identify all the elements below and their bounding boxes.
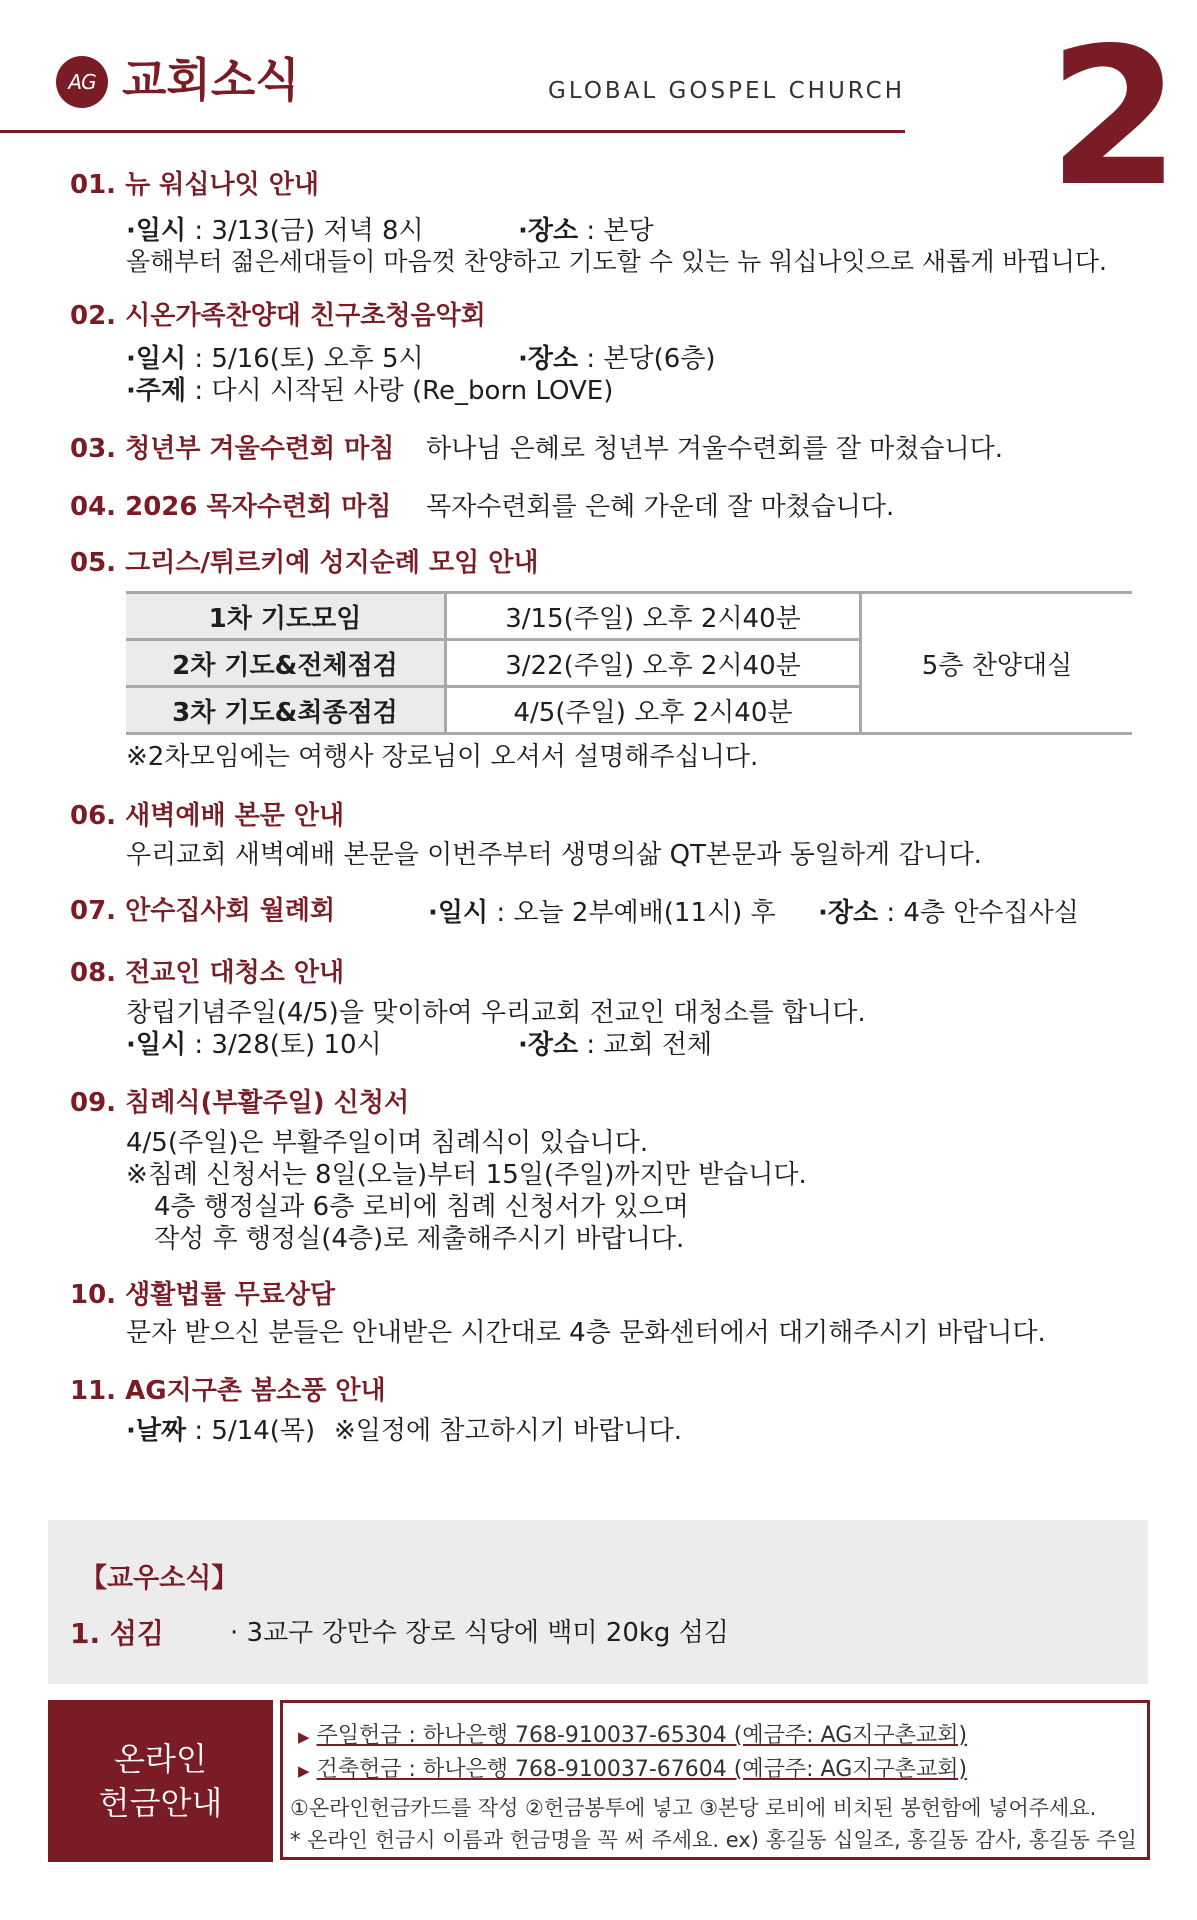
item-02-title: 02. 시온가족찬양대 친구초청음악회	[70, 301, 486, 331]
member-news-heading: 【교우소식】	[80, 1563, 239, 1594]
item-01-place: ·장소 : 본당	[518, 216, 654, 246]
item-09-line: 작성 후 행정실(4층)로 제출해주시기 바랍니다.	[154, 1224, 685, 1254]
church-logo: AG	[56, 56, 108, 108]
item-07-place: ·장소 : 4층 안수집사실	[818, 898, 1079, 928]
item-11-note: ※일정에 참고하시기 바랍니다.	[334, 1416, 682, 1446]
item-08-title: 08. 전교인 대청소 안내	[70, 958, 345, 988]
schedule-location: 5층 찬양대실	[861, 593, 1133, 734]
triangle-icon: ▶	[298, 1762, 310, 1780]
online-offering-label: 온라인 헌금안내	[48, 1700, 273, 1862]
item-06-title: 06. 새벽예배 본문 안내	[70, 801, 345, 831]
item-03-text: 하나님 은혜로 청년부 겨울수련회를 잘 마쳤습니다.	[426, 434, 1004, 464]
item-02-place: ·장소 : 본당(6층)	[518, 344, 716, 374]
item-09-line: 4층 행정실과 6층 로비에 침례 신청서가 있으며	[154, 1192, 689, 1222]
item-09-line: 4/5(주일)은 부활주일이며 침례식이 있습니다.	[126, 1128, 649, 1158]
item-06-text: 우리교회 새벽예배 본문을 이번주부터 생명의삶 QT본문과 동일하게 갑니다.	[126, 840, 982, 870]
item-10-title: 10. 생활법률 무료상담	[70, 1280, 336, 1310]
item-05-title: 05. 그리스/튀르키예 성지순례 모임 안내	[70, 548, 539, 578]
table-row	[126, 593, 1132, 640]
item-01-date: ·일시 : 3/13(금) 저녁 8시	[126, 216, 424, 246]
item-07-date: ·일시 : 오늘 2부예배(11시) 후	[428, 898, 776, 928]
schedule-time: 3/22(주일) 오후 2시40분	[446, 640, 861, 687]
item-08-date: ·일시 : 3/28(토) 10시	[126, 1030, 382, 1060]
item-01-title: 01. 뉴 워십나잇 안내	[70, 170, 320, 200]
page-number: 2	[1048, 7, 1181, 228]
pilgrimage-schedule-table	[126, 591, 1132, 735]
triangle-icon: ▶	[298, 1728, 310, 1746]
item-07-title: 07. 안수집사회 월례회	[70, 896, 336, 926]
item-01-text: 올해부터 젊은세대들이 마음껏 찬양하고 기도할 수 있는 뉴 워십나잇으로 새롭게 바뀝니다.	[126, 247, 1107, 276]
schedule-time: 3/15(주일) 오후 2시40분	[446, 593, 861, 640]
offering-sunday-account: ▶ 주일헌금 : 하나은행 768-910037-65304 (예금주: AG지구촌교회)	[298, 1723, 968, 1748]
item-08-place: ·장소 : 교회 전체	[518, 1030, 713, 1060]
item-02-theme: ·주제 : 다시 시작된 사랑 (Re_born LOVE)	[126, 376, 614, 406]
schedule-time: 4/5(주일) 오후 2시40분	[446, 687, 861, 734]
church-name: GLOBAL GOSPEL CHURCH	[548, 78, 905, 104]
item-02-date: ·일시 : 5/16(토) 오후 5시	[126, 344, 424, 374]
offering-instructions: ①온라인헌금카드를 작성 ②헌금봉투에 넣고 ③본당 로비에 비치된 봉헌함에 넣어주세요.	[290, 1796, 1097, 1820]
member-news-item-text: · 3교구 강만수 장로 식당에 백미 20kg 섬김	[230, 1618, 729, 1648]
item-10-text: 문자 받으신 분들은 안내받은 시간대로 4층 문화센터에서 대기해주시기 바랍니다.	[126, 1318, 1046, 1348]
item-03-title: 03. 청년부 겨울수련회 마침	[70, 434, 395, 464]
member-news-panel	[48, 1520, 1148, 1684]
member-news-item-title: 1. 섬김	[70, 1617, 164, 1650]
item-11-date: ·날짜 : 5/14(목)	[126, 1416, 316, 1446]
schedule-name: 3차 기도&최종점검	[126, 687, 446, 734]
offering-note: * 온라인 헌금시 이름과 헌금명을 꼭 써 주세요. ex) 홍길동 십일조, 홍길동 감사, 홍길동 주일	[290, 1828, 1137, 1852]
item-04-title: 04. 2026 목자수련회 마침	[70, 492, 392, 522]
schedule-name: 2차 기도&전체점검	[126, 640, 446, 687]
item-05-note: ※2차모임에는 여행사 장로님이 오셔서 설명해주십니다.	[126, 742, 759, 772]
item-11-title: 11. AG지구촌 봄소풍 안내	[70, 1376, 386, 1406]
schedule-name: 1차 기도모임	[126, 593, 446, 640]
item-04-text: 목자수련회를 은혜 가운데 잘 마쳤습니다.	[426, 492, 895, 522]
header-divider	[0, 130, 905, 133]
item-09-title: 09. 침례식(부활주일) 신청서	[70, 1088, 410, 1118]
item-08-text: 창립기념주일(4/5)을 맞이하여 우리교회 전교인 대청소를 합니다.	[126, 998, 866, 1028]
page-title: 교회소식	[122, 53, 300, 107]
item-09-line: ※침례 신청서는 8일(오늘)부터 15일(주일)까지만 받습니다.	[126, 1160, 807, 1190]
offering-building-account: ▶ 건축헌금 : 하나은행 768-910037-67604 (예금주: AG지구촌교회)	[298, 1757, 968, 1782]
